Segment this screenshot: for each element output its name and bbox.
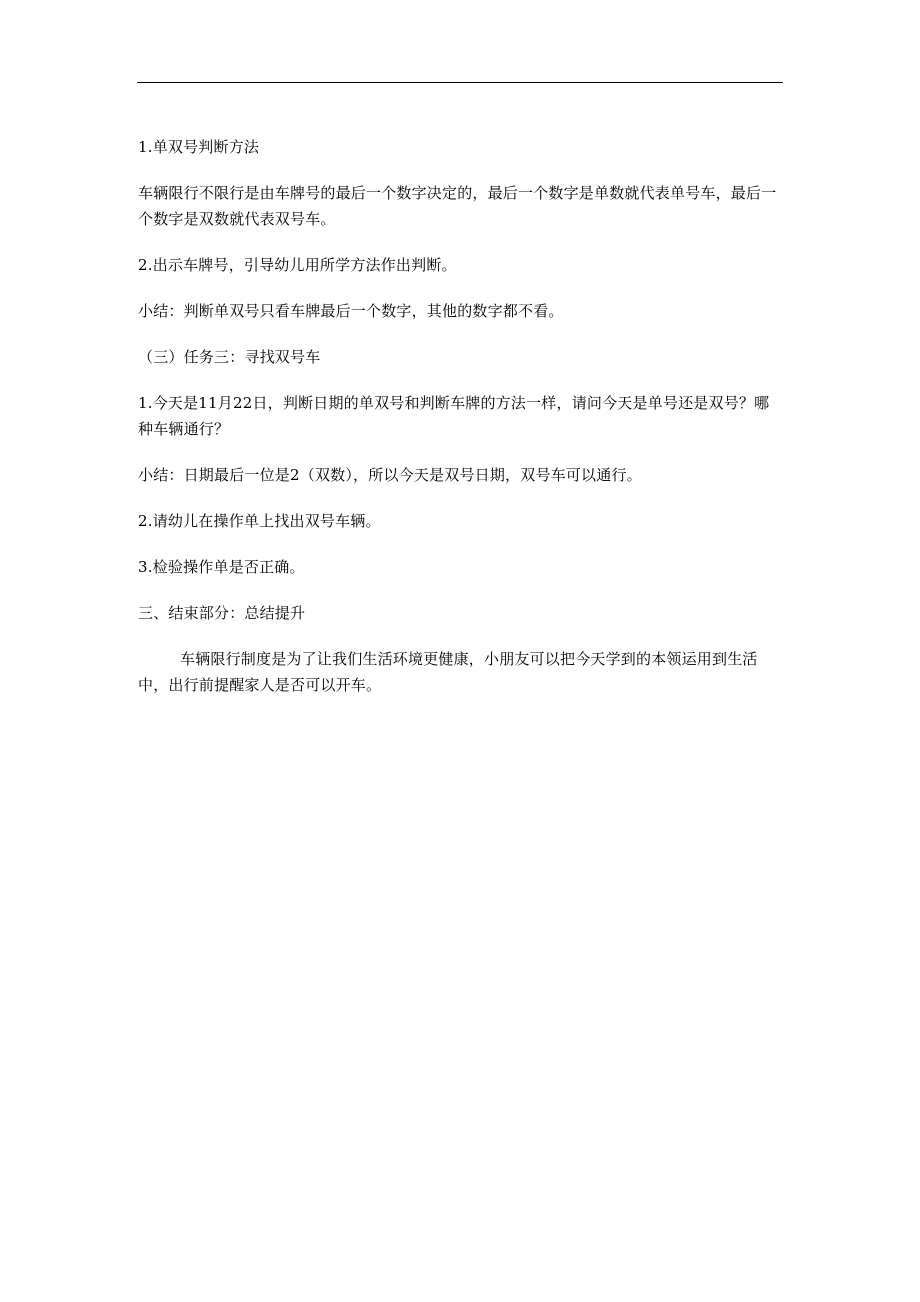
- paragraph-summary-date: 小结：日期最后一位是2（双数），所以今天是双号日期，双号车可以通行。: [138, 466, 642, 484]
- paragraph-date-question: 1.今天是11月22日，判断日期的单双号和判断车牌的方法一样，请问今天是单号还是双号？哪种车辆通行？: [138, 394, 770, 438]
- paragraph-find-even-cars: 2.请幼儿在操作单上找出双号车辆。: [138, 512, 381, 530]
- paragraph-show-plates: 2.出示车牌号，引导幼儿用所学方法作出判断。: [138, 256, 457, 274]
- header-rule: [137, 82, 783, 83]
- paragraph-plate-rule: 车辆限行不限行是由车牌号的最后一个数字决定的，最后一个数字是单数就代表单号车，最后一个数字是双数就代表双号车。: [138, 184, 777, 228]
- section-heading-parity-method: 1.单双号判断方法: [138, 138, 260, 156]
- document-body: [138, 134, 784, 698]
- paragraph-check-worksheet: 3.检验操作单是否正确。: [138, 558, 305, 576]
- paragraph-conclusion: 车辆限行制度是为了让我们生活环境更健康，小朋友可以把今天学到的本领运用到生活中，出行前提醒家人是否可以开车。: [138, 650, 758, 694]
- section-heading-conclusion: 三、结束部分：总结提升: [138, 604, 306, 622]
- section-heading-task-three: （三）任务三：寻找双号车: [138, 348, 321, 366]
- paragraph-summary-plates: 小结：判断单双号只看车牌最后一个数字，其他的数字都不看。: [138, 302, 564, 320]
